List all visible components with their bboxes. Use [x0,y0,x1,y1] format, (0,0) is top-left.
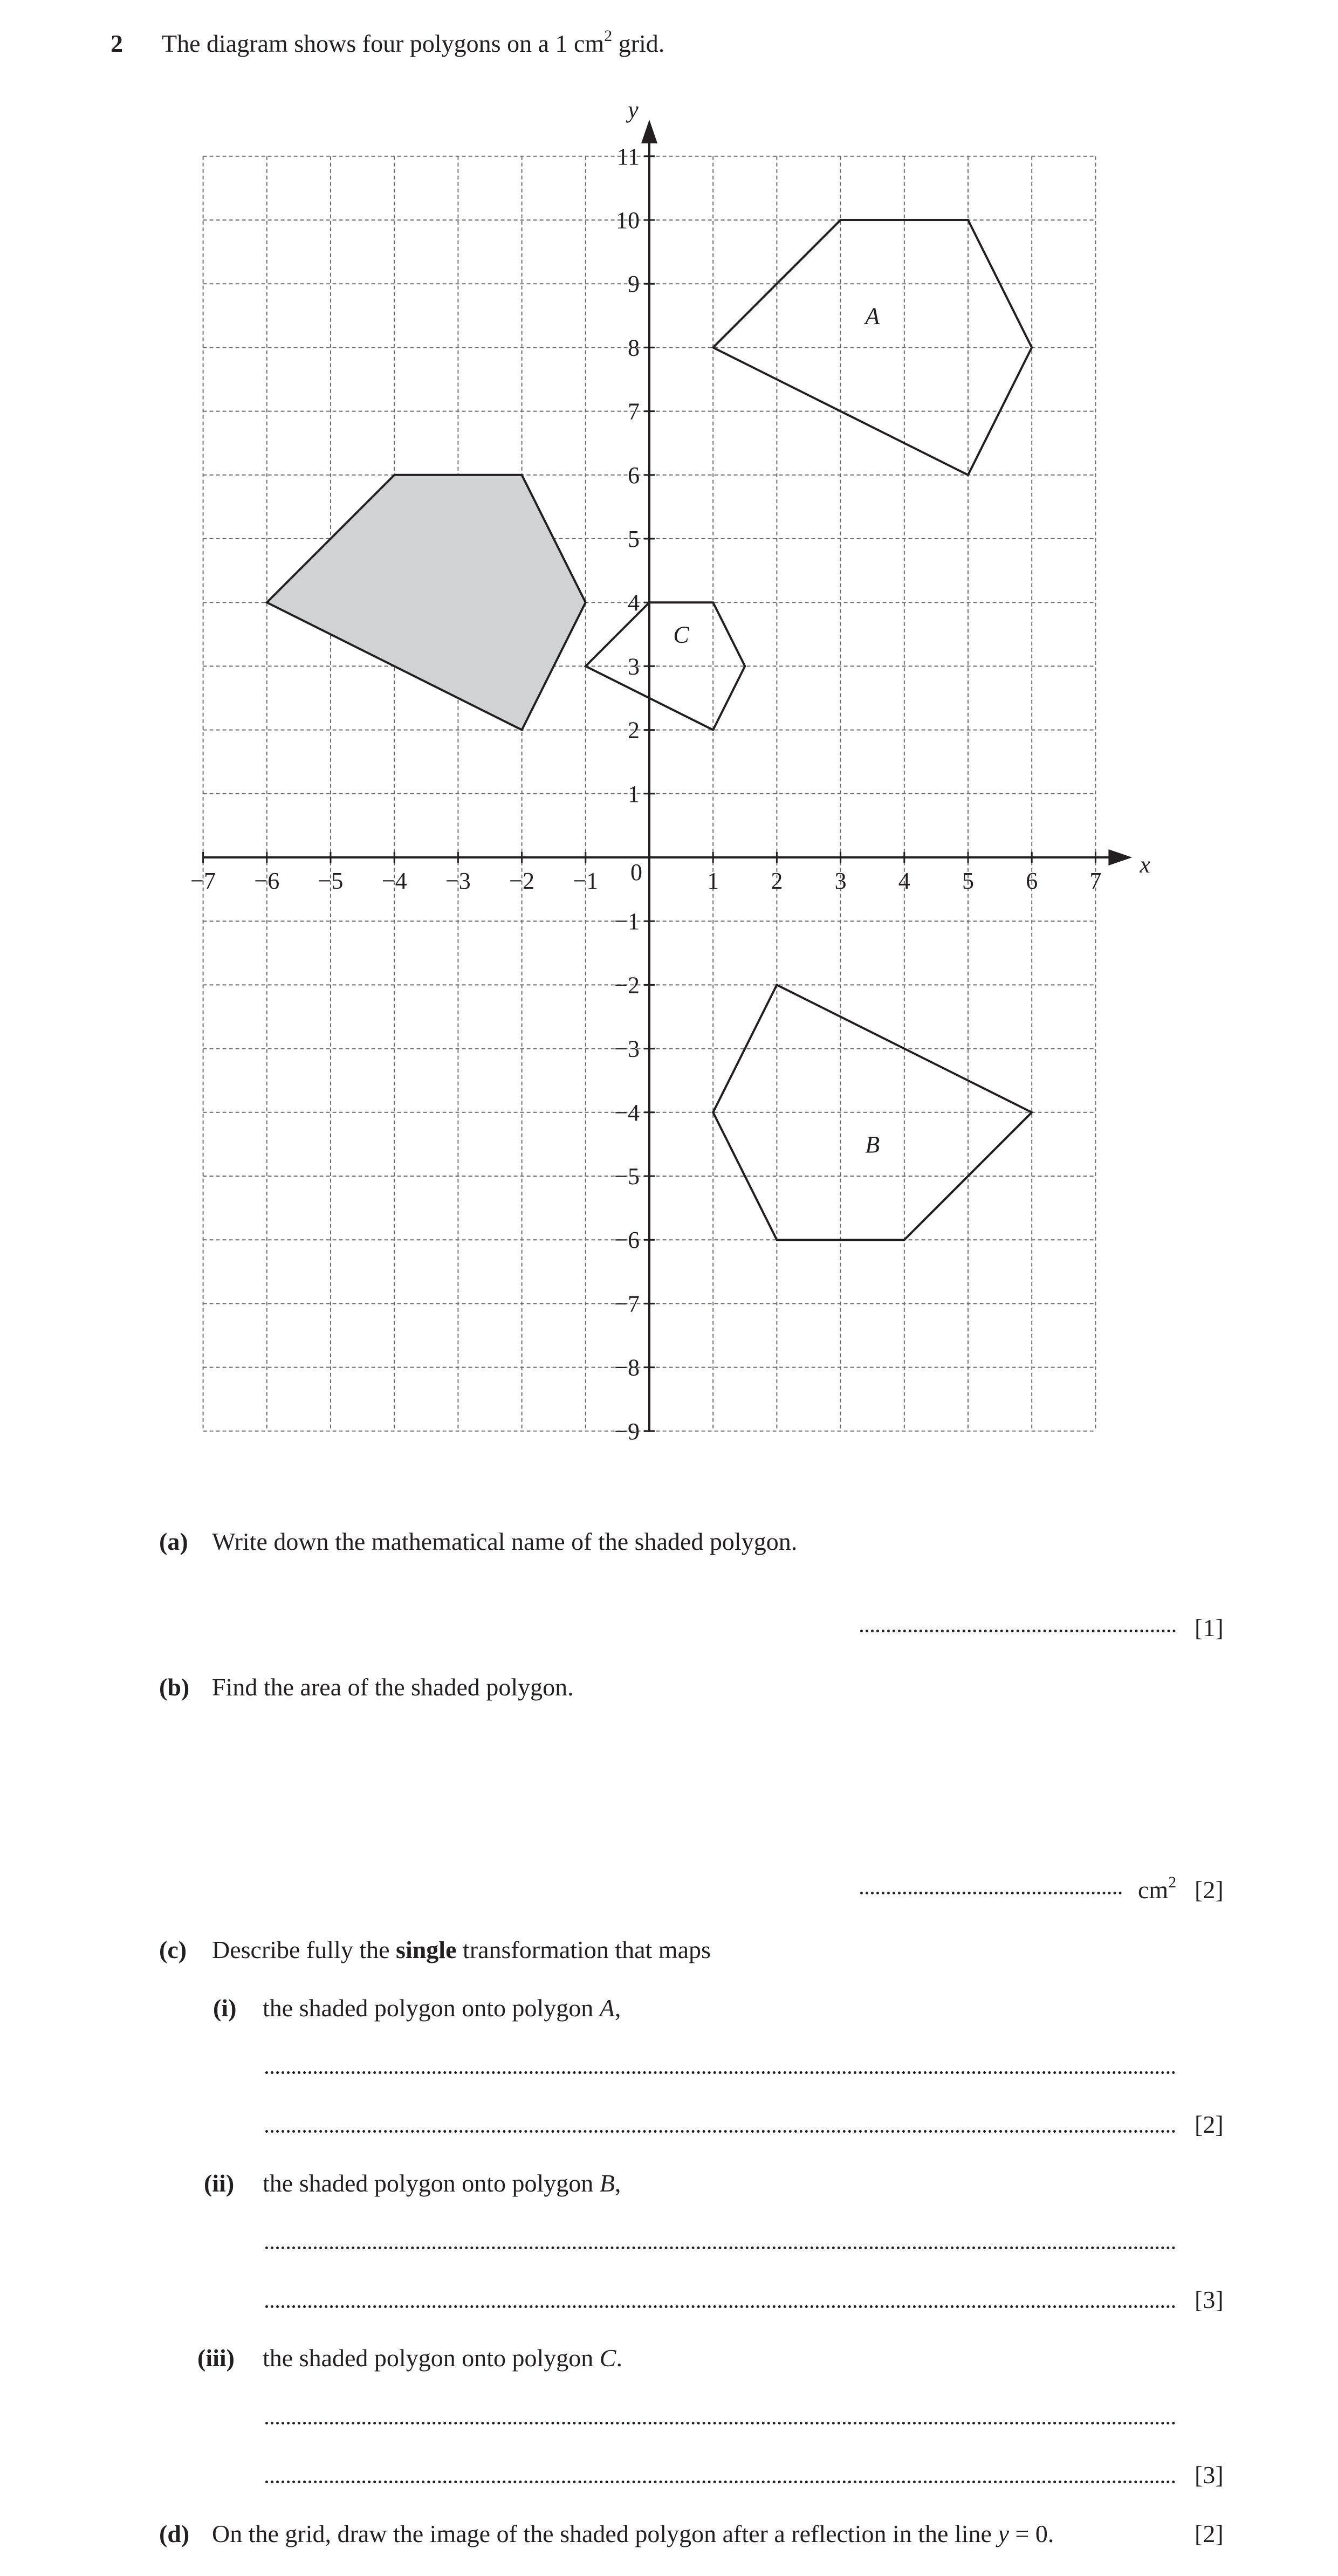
x-tick-label: 6 [1026,868,1038,894]
x-tick-label: 5 [962,868,974,894]
y-tick-label: 4 [628,589,640,616]
part-c-text-bold: single [396,1936,457,1963]
y-axis-label: y [628,96,639,123]
part-c-iii-answer-line-2[interactable] [265,2481,1176,2483]
polygon-a-label: A [865,303,880,329]
part-c-ii-text [263,2171,621,2196]
x-tick-label: 7 [1089,868,1102,894]
part-c-ii-polygon: B [599,2169,615,2197]
part-c-iii-text-start: the shaded polygon onto polygon [263,2344,600,2372]
part-c-ii-answer-line-2[interactable] [265,2305,1176,2308]
part-c-i-label: (i) [213,1994,237,2022]
y-axis-arrow-icon [641,120,657,143]
part-d-equation-var: y [998,2520,1009,2547]
part-c-text [212,1938,711,1962]
part-c-i-text [263,1996,621,2021]
x-tick-label: −4 [381,868,407,894]
part-c-label: (c) [159,1936,187,1963]
part-d-equation-rest: = 0. [1008,2520,1054,2547]
question-number: 2 [111,30,123,57]
y-tick-label: 10 [616,207,640,233]
y-tick-label: 5 [628,526,640,552]
part-c-i-answer-line-1[interactable] [265,2071,1176,2074]
x-axis-label: x [1140,851,1150,878]
x-tick-label: 4 [898,868,910,894]
x-tick-label: −1 [573,868,599,894]
question-intro-end: grid. [612,30,665,57]
part-c-ii-text-start: the shaded polygon onto polygon [263,2169,600,2197]
y-tick-label: −5 [614,1163,640,1190]
y-tick-label: −3 [614,1035,640,1062]
part-d-marks: [2] [1195,2520,1224,2547]
y-tick-label: −9 [614,1418,640,1445]
part-c-text-start: Describe fully the [212,1936,396,1963]
part-b-unit-superscript: 2 [1168,1873,1177,1891]
part-b-unit-text: cm [1138,1876,1169,1904]
part-c-ii-marks: [3] [1195,2286,1224,2313]
part-b-unit [1138,1873,1177,1904]
part-c-ii-text-end: , [614,2169,621,2197]
part-c-ii-label: (ii) [204,2169,235,2197]
x-tick-label: −6 [254,868,280,894]
x-tick-label: −5 [318,868,344,894]
x-axis-arrow-icon [1108,849,1132,865]
part-c-i-answer-line-2[interactable] [265,2130,1176,2133]
part-c-iii-label: (iii) [197,2344,235,2372]
part-b-answer-line[interactable] [860,1892,1122,1894]
part-c-i-polygon: A [599,1994,615,2022]
y-tick-label: −4 [614,1099,640,1126]
y-tick-label: 6 [628,462,640,489]
x-tick-label: 1 [707,868,719,894]
part-c-iii-text [263,2346,622,2371]
part-c-text-end: transformation that maps [456,1936,711,1963]
y-tick-label: −6 [614,1227,640,1254]
origin-label: 0 [630,859,642,885]
part-c-iii-polygon: C [599,2344,616,2372]
x-tick-label: −3 [445,868,471,894]
part-c-i-text-start: the shaded polygon onto polygon [263,1994,600,2022]
part-a-marks: [1] [1195,1614,1224,1641]
y-tick-label: 2 [628,717,640,744]
part-c-i-text-end: , [614,1994,621,2022]
y-tick-label: 11 [616,143,640,170]
part-a-label: (a) [159,1528,188,1555]
y-tick-label: −2 [614,972,640,999]
y-tick-label: 9 [628,271,640,298]
part-b-text: Find the area of the shaded polygon. [212,1673,574,1701]
question-intro-text: The diagram shows four polygons on a 1 cm [162,30,605,57]
part-d-text-main: On the grid, draw the image of the shaded polygon after a reflection in the line [212,2520,998,2547]
part-d-label: (d) [159,2520,190,2547]
y-tick-label: −8 [614,1354,640,1381]
part-b-label: (b) [159,1673,190,1701]
x-tick-label: 3 [834,868,847,894]
polygon-c-label: C [673,621,689,648]
y-tick-label: −7 [614,1290,640,1317]
part-c-ii-answer-line-1[interactable] [265,2247,1176,2249]
x-tick-label: −2 [509,868,535,894]
part-c-i-marks: [2] [1195,2111,1224,2138]
part-b-marks: [2] [1195,1876,1224,1904]
part-d-text [212,2522,1054,2546]
part-c-iii-text-end: . [616,2344,622,2372]
question-intro-superscript: 2 [604,27,613,45]
part-c-iii-marks: [3] [1195,2461,1224,2489]
y-tick-label: 1 [628,780,640,807]
x-tick-label: −7 [190,868,216,894]
x-tick-label: 2 [771,868,783,894]
shaded-polygon [267,475,586,730]
part-c-iii-answer-line-1[interactable] [265,2422,1176,2424]
y-tick-label: 7 [628,398,640,425]
polygon-b-label: B [865,1131,880,1158]
y-tick-label: 3 [628,653,640,680]
part-a-answer-line[interactable] [860,1630,1176,1632]
part-a-text: Write down the mathematical name of the shaded polygon. [212,1528,798,1555]
y-tick-label: 8 [628,334,640,361]
y-tick-label: −1 [614,908,640,935]
